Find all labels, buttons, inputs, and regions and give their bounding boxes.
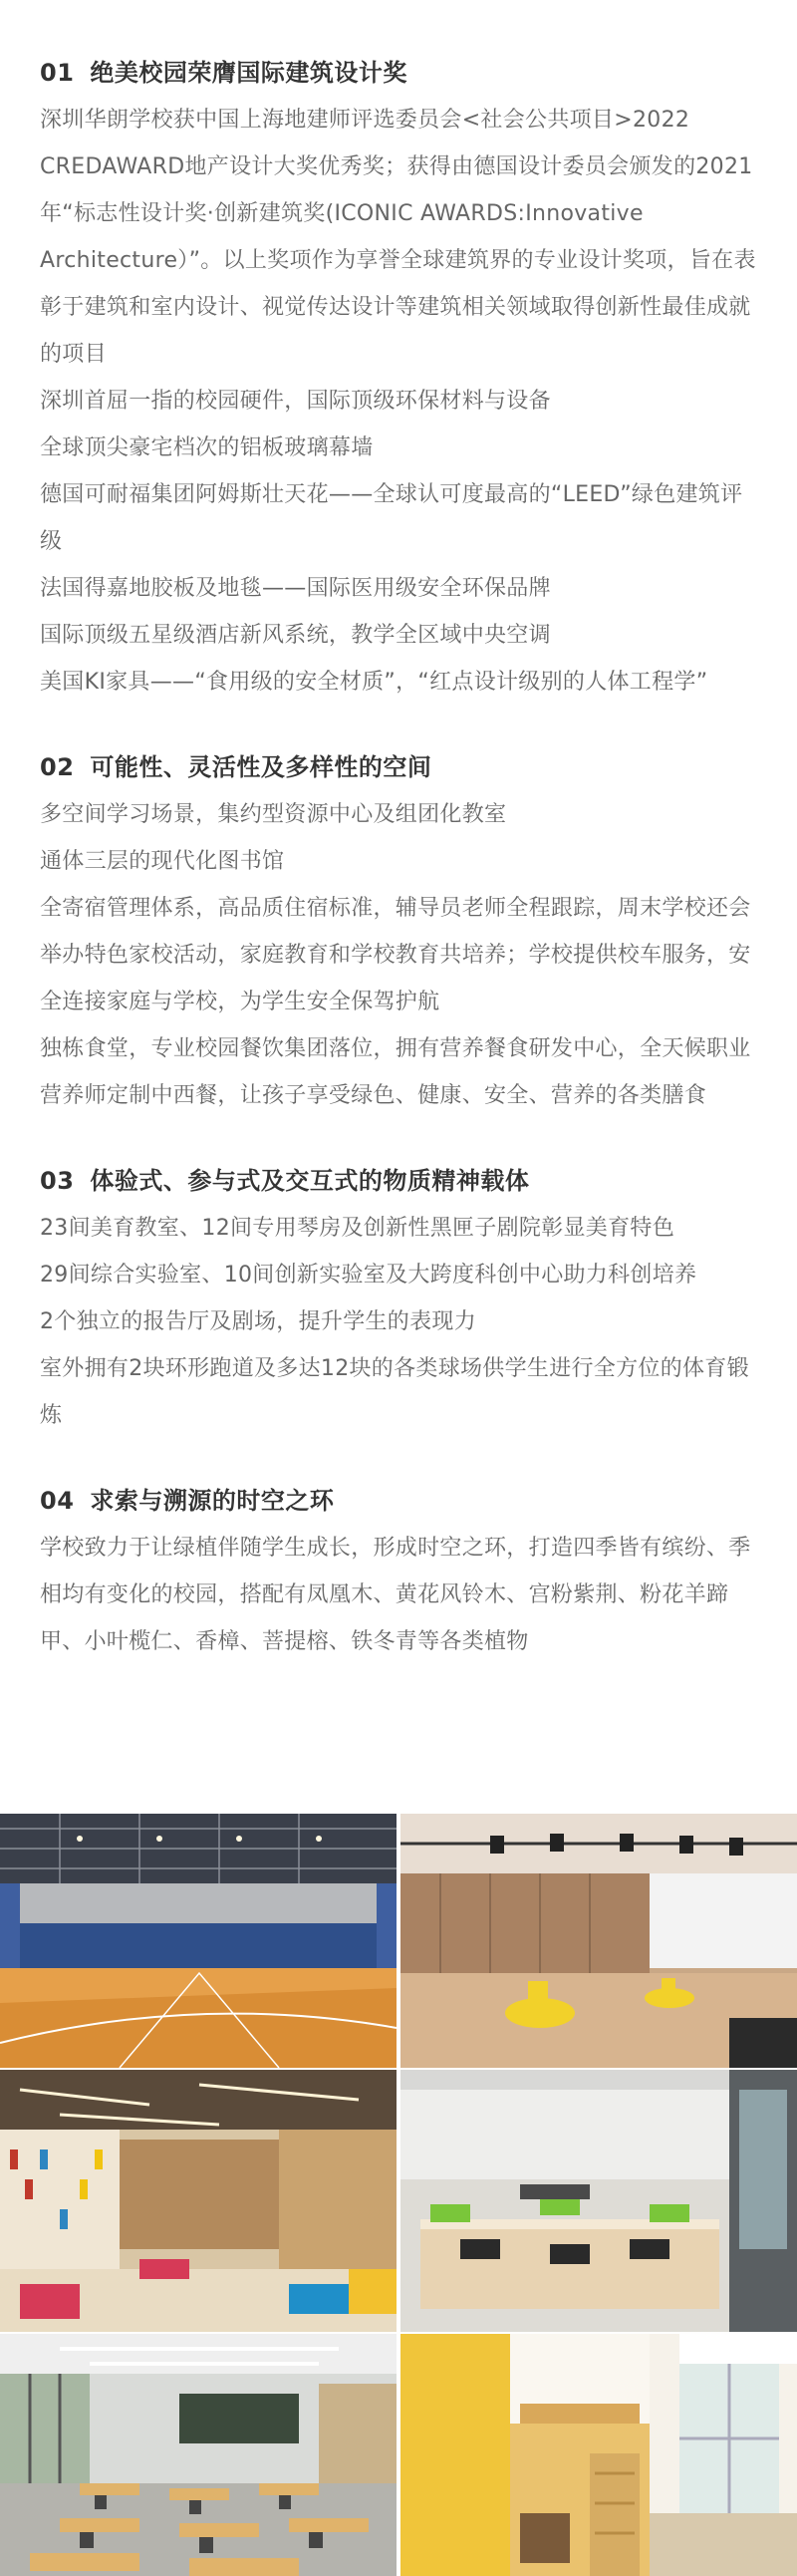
paragraph: 学校致力于让绿植伴随学生成长，形成时空之环，打造四季皆有缤纷、季相均有变化的校园，搭配有凤凰木、黄花风铃木、宫粉紫荆、粉花羊蹄甲、小叶榄仁、香樟、菩提榕、铁冬青等各类植物 [40,1536,751,1654]
section-title [40,1483,757,1519]
dormitory-photo [400,2334,797,2576]
paragraph: 23间美育教室、12间专用琴房及创新性黑匣子剧院彰显美育特色 [40,1216,674,1241]
section-title-text: 可能性、灵活性及多样性的空间 [90,753,432,781]
library-photo [0,2070,397,2332]
section-number: 01 [40,59,75,87]
section-title [40,1163,757,1199]
section-number: 03 [40,1167,75,1195]
section-4 [40,1483,757,1665]
paragraph: 全寄宿管理体系，高品质住宿标准，辅导员老师全程跟踪，周末学校还会举办特色家校活动，家庭教育和学校教育共培养；学校提供校车服务，安全连接家庭与学校，为学生安全保驾护航 [40,896,751,1014]
paragraph: 国际顶级五星级酒店新风系统，教学全区域中央空调 [40,623,551,648]
section-2 [40,749,757,1119]
paragraph: 2个独立的报告厅及剧场，提升学生的表现力 [40,1309,476,1334]
paragraph: 独栋食堂，专业校园餐饮集团落位，拥有营养餐食研发中心，全天候职业营养师定制中西餐，让孩子享受绿色、健康、安全、营养的各类膳食 [40,1036,751,1108]
paragraph: 美国KI家具——“食用级的安全材质”，“红点设计级别的人体工程学” [40,670,708,695]
black-box-theater-photo [400,1814,797,2068]
paragraph: 通体三层的现代化图书馆 [40,849,285,874]
gym-photo [0,1814,397,2068]
section-body [40,791,757,1119]
paragraph: 深圳首屈一指的校园硬件，国际顶级环保材料与设备 [40,389,551,414]
paragraph: 全球顶尖豪宅档次的铝板玻璃幕墙 [40,435,374,460]
photo-gallery [0,1814,797,2576]
paragraph: 德国可耐福集团阿姆斯壮天花——全球认可度最高的“LEED”绿色建筑评级 [40,482,743,554]
section-title [40,55,757,91]
paragraph: 室外拥有2块环形跑道及多达12块的各类球场供学生进行全方位的体育锻炼 [40,1356,749,1428]
section-title-text: 绝美校园荣膺国际建筑设计奖 [90,59,407,87]
classroom-photo [0,2334,397,2576]
section-number: 04 [40,1487,75,1515]
section-body [40,1525,757,1665]
section-1 [40,55,757,706]
section-body [40,1205,757,1439]
paragraph: 深圳华朗学校获中国上海地建师评选委员会<社会公共项目>2022 CREDAWARD地产设计大奖优秀奖；获得由德国设计委员会颁发的2021年“标志性设计奖·创新建筑奖(ICONIC AWARDS:Innovative Architecture）”。以上奖项作为享誉全球建筑界的专业设计奖项，旨在表彰于建筑和室内设计、视觉传达设计等建筑相关领域取得创新性最佳成就的项目 [40,108,756,367]
section-title-text: 体验式、参与式及交互式的物质精神载体 [90,1167,530,1195]
paragraph: 法国得嘉地胶板及地毯——国际医用级安全环保品牌 [40,576,551,601]
section-number: 02 [40,753,75,781]
section-title [40,749,757,785]
paragraph: 29间综合实验室、10间创新实验室及大跨度科创中心助力科创培养 [40,1263,697,1288]
section-3 [40,1163,757,1439]
section-body [40,97,757,706]
lab-photo [400,2070,797,2332]
paragraph: 多空间学习场景，集约型资源中心及组团化教室 [40,802,507,827]
section-title-text: 求索与溯源的时空之环 [90,1487,335,1515]
